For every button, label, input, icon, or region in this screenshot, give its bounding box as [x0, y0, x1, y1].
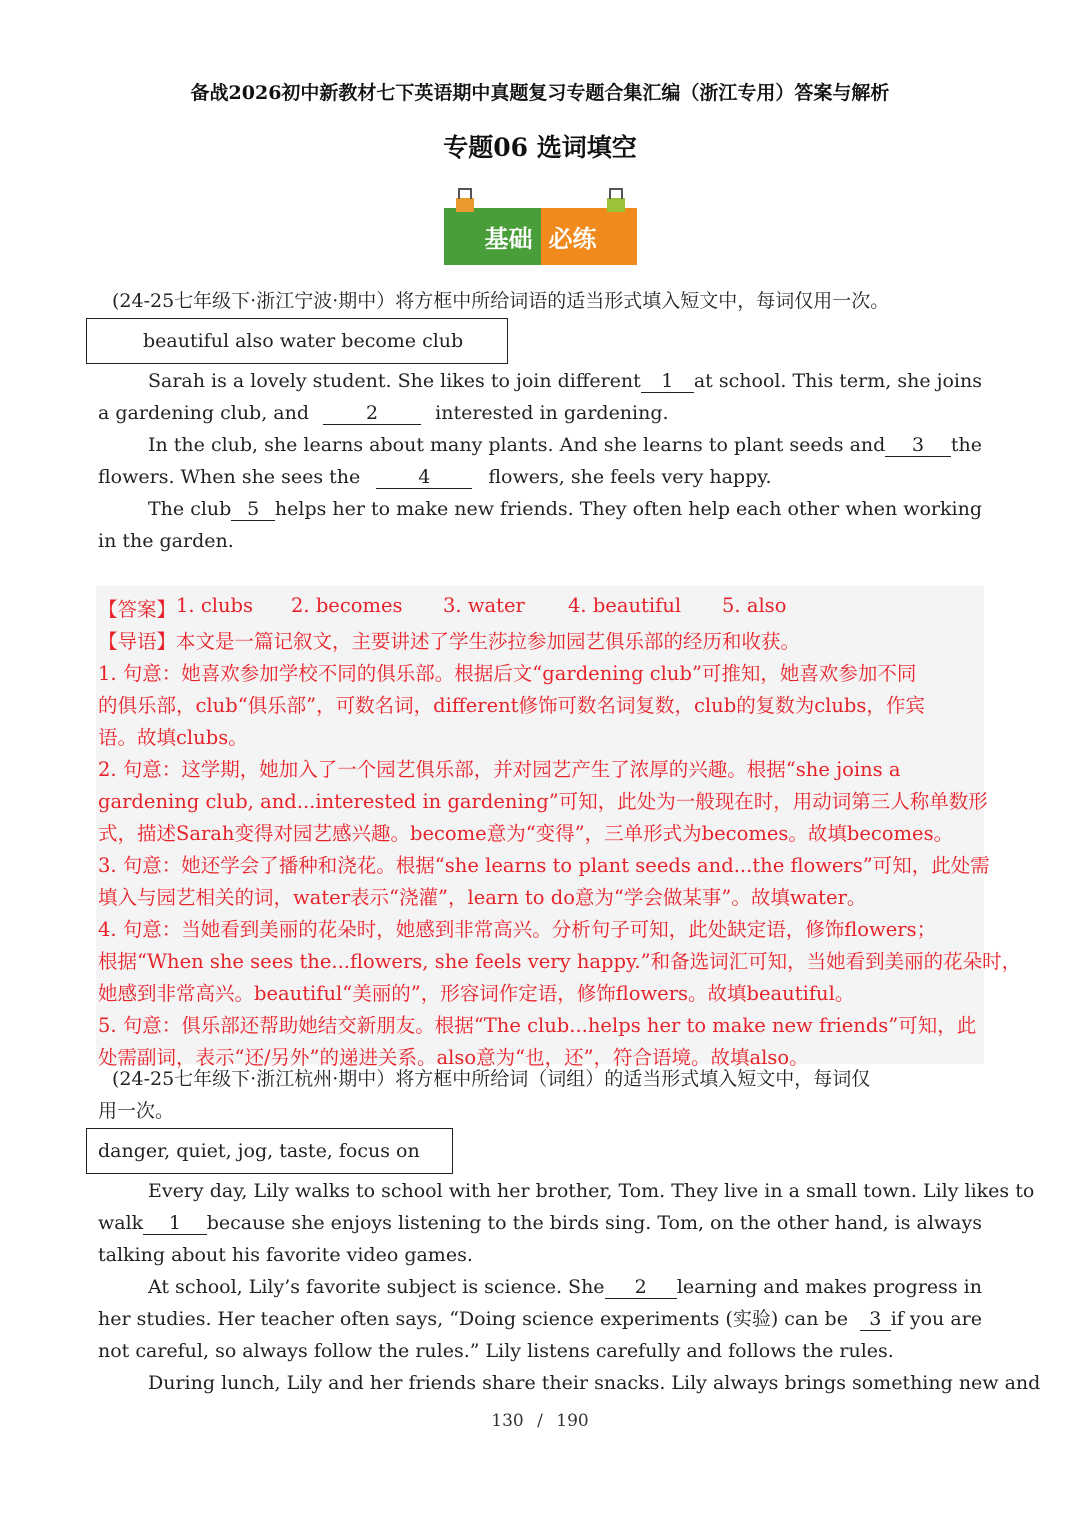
s1-line-5: The club 5 helps her to make new friends. They often help each other when working: [148, 498, 982, 520]
answer-item: 2. becomes: [291, 594, 403, 617]
explanation-line: 语。故填clubs。: [98, 726, 248, 749]
answer-label: 【答案】: [98, 598, 177, 621]
explanation-line: 【导语】本文是一篇记叙文，主要讲述了学生莎拉参加园艺俱乐部的经历和收获。: [98, 630, 801, 653]
s1-line-2: a gardening club, and 2 interested in gardening.: [98, 402, 669, 424]
s2-line-2: walk 1 because she enjoys listening to the birds sing. Tom, on the other hand, is always: [98, 1212, 982, 1234]
blank-3: 3: [885, 436, 951, 457]
answer-line: [98, 594, 786, 622]
explanation-line: 的俱乐部，club“俱乐部”，可数名词，different修饰可数名词复数，club的复数为clubs，作宾: [98, 694, 925, 717]
word-box-1: [86, 318, 508, 364]
s2-line-7: During lunch, Lily and her friends share their snacks. Lily always brings something new and: [148, 1372, 1041, 1394]
page-number: 130 / 190: [491, 1411, 589, 1431]
blank-4: 4: [376, 468, 472, 489]
blank-1: 1: [143, 1214, 207, 1235]
explanation-line: 2. 句意：这学期，她加入了一个园艺俱乐部，并对园艺产生了浓厚的兴趣。根据“she joins a: [98, 758, 901, 781]
word-box-2: [86, 1128, 453, 1174]
blank-3: 3: [860, 1310, 891, 1331]
blank-2: 2: [605, 1278, 677, 1299]
document-header: 备战2026初中新教材七下英语期中真题复习专题合集汇编（浙江专用）答案与解析: [190, 82, 890, 104]
topic-title: 专题06 选词填空: [443, 133, 637, 162]
s2-line-1: Every day, Lily walks to school with her brother, Tom. They live in a small town. Lily likes to: [148, 1180, 1035, 1202]
blank-1: 1: [641, 372, 694, 393]
explanation-line: 1. 句意：她喜欢参加学校不同的俱乐部。根据后文“gardening club”可推知，她喜欢参加不同: [98, 662, 917, 685]
explanation-line: 根据“When she sees the...flowers, she feels very happy.”和备选词汇可知，当她看到美丽的花朵时，: [98, 950, 1022, 973]
explanation-line: 5. 句意：俱乐部还帮助她结交新朋友。根据“The club...helps her to make new friends”可知，此: [98, 1014, 977, 1037]
s2-line-5: her studies. Her teacher often says, “Doing science experiments (实验) can be 3 if you are: [98, 1308, 982, 1330]
section1-source: (24-25七年级下·浙江宁波·期中）将方框中所给词语的适当形式填入短文中，每词仅用一次。: [112, 290, 890, 312]
binder-clip-icon: [605, 186, 627, 214]
s1-line-6: in the garden.: [98, 530, 234, 552]
s2-line-3: talking about his favorite video games.: [98, 1244, 473, 1266]
section2-source: (24-25七年级下·浙江杭州·期中）将方框中所给词（词组）的适当形式填入短文中，每词仅: [112, 1068, 871, 1090]
explanation-line: gardening club, and...interested in gardening”可知，此处为一般现在时，用动词第三人称单数形: [98, 790, 988, 813]
explanation-line: 她感到非常高兴。beautiful“美丽的”，形容词作定语，修饰flowers。故填beautiful。: [98, 982, 855, 1005]
s2-line-4: At school, Lily’s favorite subject is science. She 2 learning and makes progress in: [148, 1276, 982, 1298]
explanation-line: 填入与园艺相关的词，water表示“浇灌”，learn to do意为“学会做某事”。故填water。: [98, 886, 867, 909]
practice-banner: [444, 208, 637, 265]
word-box-1-text: beautiful also water become club: [143, 330, 464, 352]
blank-5: 5: [231, 500, 275, 521]
explanation-line: 处需副词，表示“还/另外”的递进关系。also意为“也，还”，符合语境。故填also。: [98, 1046, 809, 1069]
explanation-line: 式，描述Sarah变得对园艺感兴趣。become意为“变得”，三单形式为becomes。故填becomes。: [98, 822, 954, 845]
s2-line-6: not careful, so always follow the rules.” Lily listens carefully and follows the rules.: [98, 1340, 894, 1362]
explanation-line: 4. 句意：当她看到美丽的花朵时，她感到非常高兴。分析句子可知，此处缺定语，修饰flowers；: [98, 918, 937, 941]
s1-line-4: flowers. When she sees the 4 flowers, she feels very happy.: [98, 466, 772, 488]
answer-item: 3. water: [443, 594, 525, 617]
answer-item: 5. also: [722, 594, 787, 617]
s1-line-3: In the club, she learns about many plants. And she learns to plant seeds and 3 the: [148, 434, 982, 456]
section2-source-cont: 用一次。: [98, 1100, 175, 1122]
s1-line-1: Sarah is a lovely student. She likes to join different 1 at school. This term, she joins: [148, 370, 982, 392]
blank-2: 2: [323, 404, 421, 425]
answer-item: 4. beautiful: [568, 594, 682, 617]
word-box-2-text: danger, quiet, jog, taste, focus on: [98, 1140, 420, 1162]
answer-item: 1. clubs: [176, 594, 254, 617]
banner-left-text: 基础: [444, 208, 541, 265]
banner-right-text: 必练: [541, 208, 638, 265]
explanation-line: 3. 句意：她还学会了播种和浇花。根据“she learns to plant seeds and...the flowers”可知，此处需: [98, 854, 990, 877]
binder-clip-icon: [454, 186, 476, 214]
